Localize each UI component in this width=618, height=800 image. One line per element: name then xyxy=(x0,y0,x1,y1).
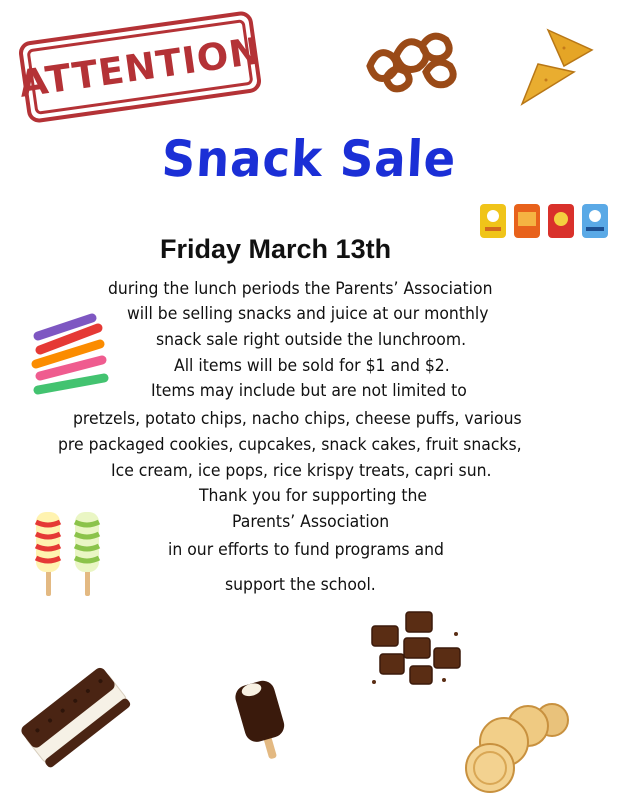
nacho-chips-image xyxy=(518,26,598,110)
stamp-text: ATTENTION xyxy=(16,28,264,106)
brownies-image xyxy=(366,604,466,690)
body-line: in our efforts to fund programs and xyxy=(168,540,444,560)
body-line: during the lunch periods the Parents’ Association xyxy=(108,279,493,299)
body-line: All items will be sold for $1 and $2. xyxy=(174,356,450,376)
body-line: pretzels, potato chips, nacho chips, cheese puffs, various xyxy=(73,409,522,429)
event-date: Friday March 13th xyxy=(160,234,392,264)
body-line: support the school. xyxy=(225,575,376,595)
body-line: Parents’ Association xyxy=(232,512,390,532)
chip-bags-image xyxy=(476,200,614,244)
attention-stamp xyxy=(17,10,262,124)
cookies-image xyxy=(458,692,578,796)
body-line: Thank you for supporting the xyxy=(199,486,428,506)
body-line: Items may include but are not limited to xyxy=(151,381,467,401)
body-line: will be selling snacks and juice at our monthly xyxy=(127,304,489,324)
pretzels-image xyxy=(356,26,466,96)
body-line: pre packaged cookies, cupcakes, snack cakes, fruit snacks, xyxy=(58,435,522,455)
ice-cream-sandwich-image xyxy=(16,664,136,772)
freeze-pops-image xyxy=(30,310,110,402)
page-title: Snack Sale xyxy=(160,130,458,188)
twister-ice-pops-image xyxy=(30,508,110,600)
body-line: snack sale right outside the lunchroom. xyxy=(156,330,467,350)
ice-cream-bar-image xyxy=(232,676,292,762)
body-line: Ice cream, ice pops, rice krispy treats, capri sun. xyxy=(111,461,492,481)
